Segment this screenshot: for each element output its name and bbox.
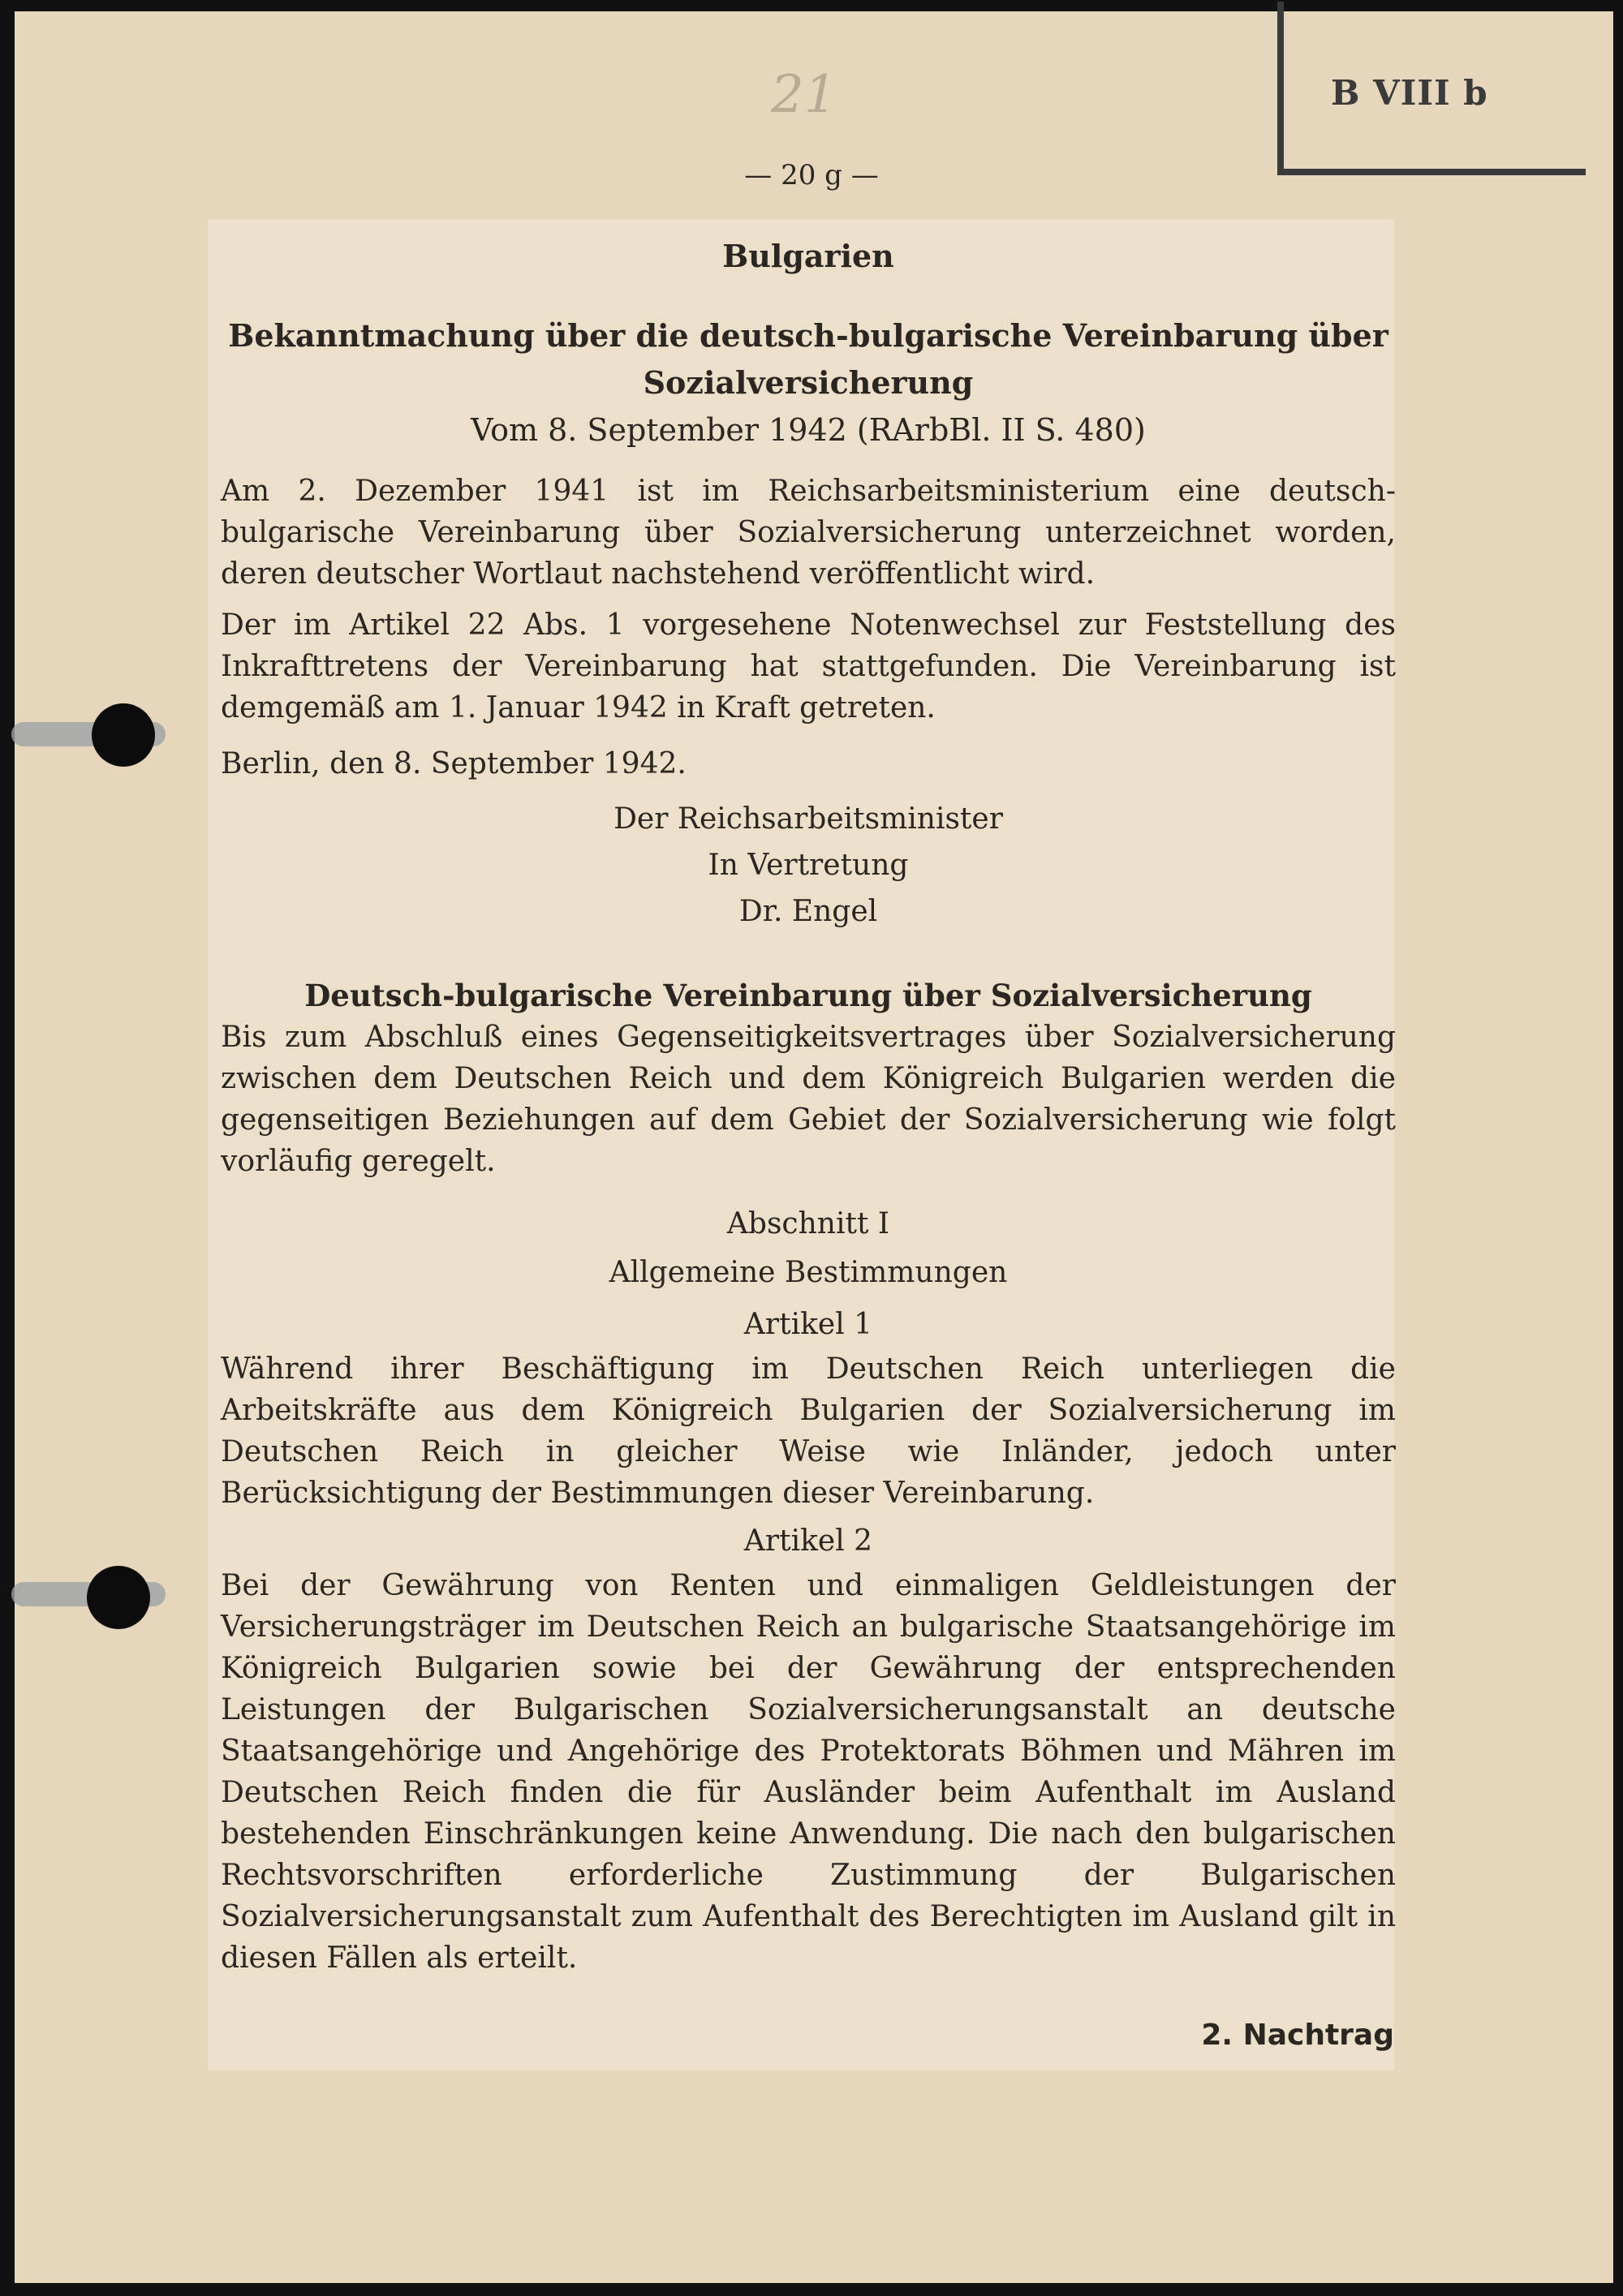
- section-heading: [221, 1200, 1396, 1297]
- article-1-text: Während ihrer Beschäftigung im Deutschen Reich unterliegen die Arbeitskräfte aus dem Königreich Bulgarien der Sozialversicherung im Deutschen Reich in gleicher Weise wie Inländer, jedoch unter Berücksichtigung der Bestimmungen dieser Vereinbarung.: [221, 1352, 1396, 1510]
- section-label: Abschnitt I: [726, 1207, 890, 1240]
- announcement-paragraph-1: Am 2. Dezember 1941 ist im Reichsarbeitsministerium eine deutsch-bulgarische Vereinbarung über Sozialversicherung unterzeichnet worden, deren deutscher Wortlaut nachstehend veröffentlicht wird.: [221, 475, 1396, 591]
- supplement-label: 2. Nachtrag: [1201, 2019, 1394, 2052]
- article-2-label: Artikel 2: [743, 1524, 873, 1558]
- signature-block: [221, 796, 1396, 935]
- agreement-intro: Bis zum Abschluß eines Gegenseitigkeitsvertrages über Sozialversicherung zwischen dem Deutschen Reich und dem Königreich Bulgarien werden die gegenseitigen Beziehungen auf dem Gebiet der Sozialversicherung wie folgt vorläufig geregelt.: [221, 1021, 1396, 1178]
- signature-capacity: In Vertretung: [708, 849, 909, 882]
- announcement-paragraph-2: Der im Artikel 22 Abs. 1 vorgesehene Notenwechsel zur Feststellung des Inkrafttretens der Vereinbarung hat stattgefunden. Die Vereinbarung ist demgemäß am 1. Januar 1942 in Kraft getreten.: [221, 608, 1396, 724]
- punch-hole-top: [92, 703, 155, 767]
- signature-office: Der Reichsarbeitsminister: [613, 802, 1003, 836]
- archive-stamp-label: B VIII b: [1331, 73, 1488, 113]
- country-heading: Bulgarien: [722, 238, 894, 274]
- announcement-title: Bekanntmachung über die deutsch-bulgarische Vereinbarung über Sozialversicherung: [228, 317, 1388, 401]
- place-date-line: Berlin, den 8. September 1942.: [221, 747, 687, 780]
- article-1-label: Artikel 1: [743, 1308, 873, 1341]
- punch-hole-bottom: [87, 1566, 150, 1629]
- article-2-text: Bei der Gewährung von Renten und einmaligen Geldleistungen der Versicherungsträger im Deutschen Reich an bulgarische Staatsangehörige im Königreich Bulgarien sowie bei der Gewährung der entsprechenden Leistungen der Bulgarischen Sozialversicherungsanstalt an deutsche Staatsangehörige und Angehörige des Protektorats Böhmen und Mähren im Deutschen Reich finden die für Ausländer beim Aufenthalt im Ausland bestehenden Einschränkungen keine Anwendung. Die nach den bulgarischen Rechtsvorschriften erforderliche Zustimmung der Bulgarischen Sozialversicherungsanstalt zum Aufenthalt des Berechtigten im Ausland gilt in diesen Fällen als erteilt.: [221, 1569, 1396, 1975]
- document-body: [221, 235, 1396, 1979]
- section-title: Allgemeine Bestimmungen: [609, 1256, 1008, 1289]
- handwritten-number: 21: [771, 65, 837, 125]
- signature-name: Dr. Engel: [738, 895, 878, 928]
- agreement-title: Deutsch-bulgarische Vereinbarung über Sozialversicherung: [304, 978, 1312, 1013]
- page-number: — 20 g —: [744, 159, 879, 191]
- announcement-date: Vom 8. September 1942 (RArbBl. II S. 480): [471, 412, 1146, 448]
